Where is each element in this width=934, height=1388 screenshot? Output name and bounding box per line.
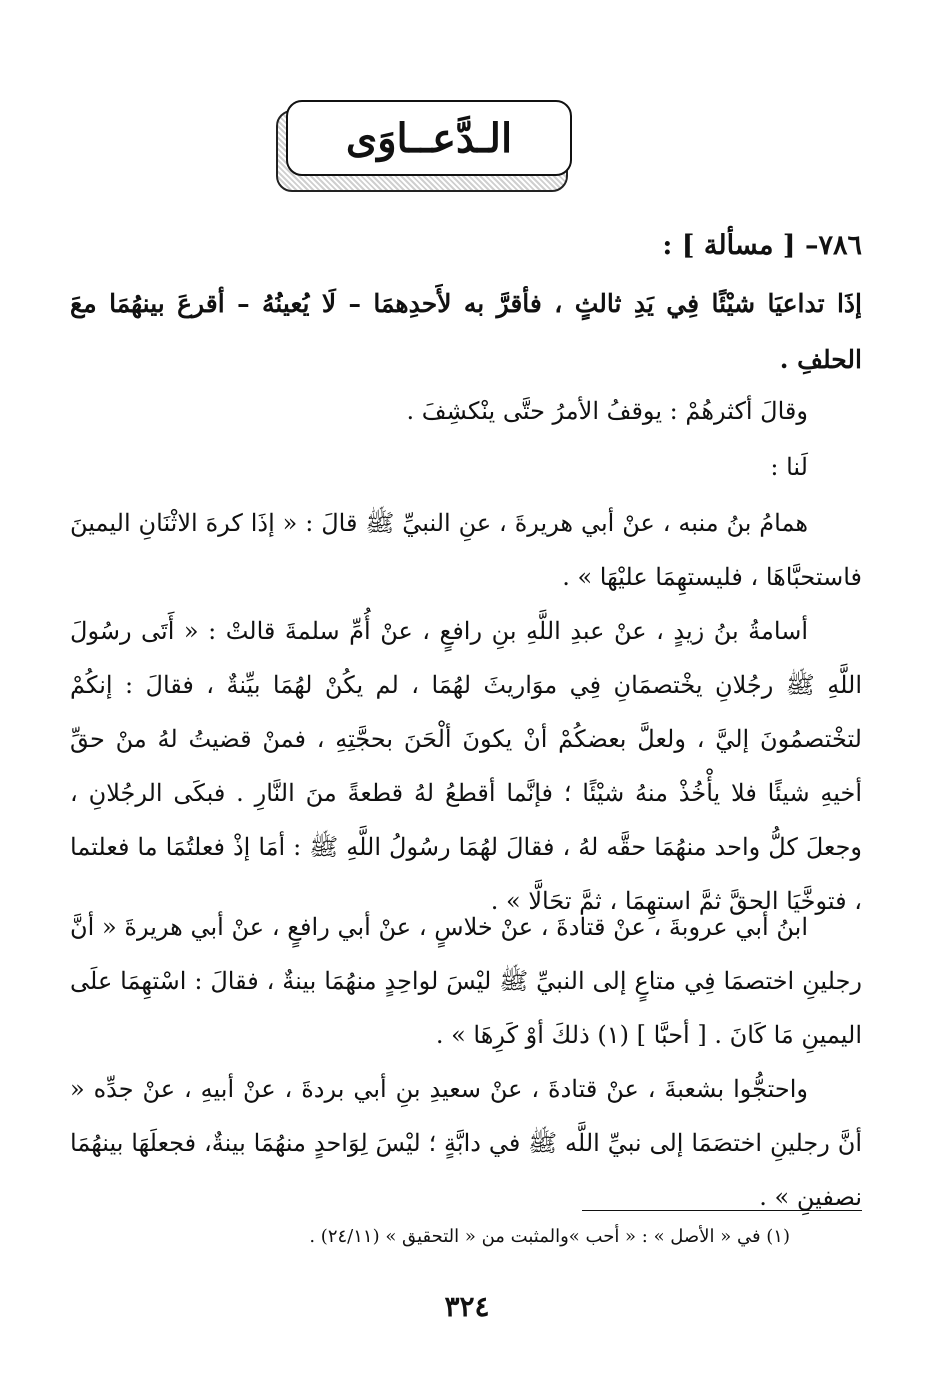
paragraph-hammam	[70, 496, 862, 604]
paragraph-text: همامُ بنُ منبه ، عنْ أبي هريرةَ ، عنِ النبيِّ ﷺ قالَ : « إذَا كرهَ الاثْنَانِ اليمينَ فاستحبَّاهَا ، فليستهِمَا عليْهَا » .	[70, 509, 862, 591]
footnote-divider	[582, 1210, 862, 1211]
title-frame-box	[286, 100, 572, 176]
ruling-text: إذَا تداعيَا شيْئًا فِي يَدِ ثالثٍ ، فأقرَّ به لأَحدِهمَا – لَا يُعينُهُ – أقرعَ بينهُمَا معَ الحلفِ .	[70, 289, 862, 374]
page-number: ٣٢٤	[444, 1290, 490, 1323]
chapter-title-frame	[276, 100, 572, 190]
paragraph-text: أسامةُ بنُ زيدٍ ، عنْ عبدِ اللَّهِ بنِ رافعٍ ، عنْ أُمِّ سلمةَ قالتْ : « أَتَى رسُولَ اللَّهِ ﷺ رجُلانِ يخْتصمَانِ فِي موَاريثَ لهُمَا ، لم يكُنْ لهُمَا بيِّنةٌ ، فقالَ : إنكُمْ لتخْتصمُونَ إليَّ ، ولعلَّ بعضكُمْ أنْ يكونَ ألْحَنَ بحجَّتِهِ ، فمنْ قضيتُ لهُ منْ حقِّ أخيهِ شيئًا فلا يأْخُذْ منهُ شيْئًا ؛ فإنَّما أقطعُ لهُ قطعةً منَ النَّارِ . فبكَى الرجُلانِ ، وجعلَ كلُّ واحد منهُمَا حقَّه لهُ ، فقالَ لهُمَا رسُولُ اللَّهِ ﷺ : أمَا إذْ فعلتُمَا ما فعلتما ، فتوخَّيَا الحقَّ ثمَّ استهِمَا ، ثمَّ تحَالَّا » .	[70, 617, 862, 915]
majority-opinion: وقالَ أكثرهُمْ : يوقفُ الأمرُ حتَّى ينْكشِفَ .	[406, 397, 808, 425]
paragraph-usama	[70, 604, 862, 928]
paragraph-shuba	[70, 1062, 862, 1224]
footnote: (١) في « الأصل » : « أحب »والمثبت من « التحقيق » (٢٤/١١) .	[309, 1226, 790, 1247]
paragraph-ibn-abi-aruba	[70, 900, 862, 1062]
issue-heading: ٧٨٦– [ مسألة ] :	[662, 230, 862, 261]
lana-label: لَنا :	[770, 453, 808, 481]
paragraph-text: ابنُ أبي عروبةَ ، عنْ قتادةَ ، عنْ خلاسٍ ، عنْ أبي رافعٍ ، عنْ أبي هريرةَ « أنَّ رجلينِ اختصمَا فِي متاعٍ إلى النبيِّ ﷺ ليْسَ لواحِدٍ منهُمَا بينةٌ ، فقالَ : اسْتهِمَا علَى اليمينِ مَا كَانَ . [ أحبَّا ] (١) ذلكَ أوْ كَرِهَا » .	[70, 913, 862, 1049]
chapter-title: الـدَّعــاوَى	[345, 114, 513, 162]
paragraph-text: واحتجُّوا بشعبةَ ، عنْ قتادةَ ، عنْ سعيدِ بنِ أبي بردةَ ، عنْ أبيهِ ، عنْ جدِّه « أنَّ رجلينِ اختصَمَا إلى نبيِّ اللَّه ﷺ في دابَّةٍ ؛ ليْسَ لِوَاحدٍ منهُمَا بينةٌ، فجعلَهَا بينهُمَا نصفينِ » .	[70, 1075, 862, 1211]
